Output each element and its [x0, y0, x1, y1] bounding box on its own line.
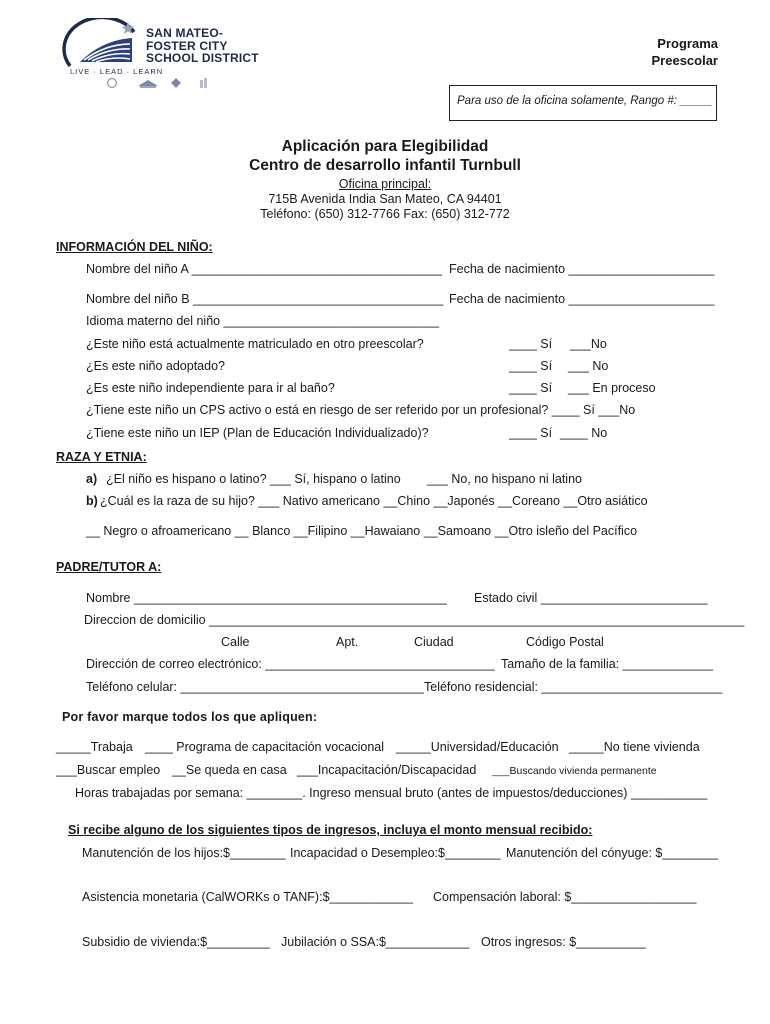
parent-section-heading: PADRE/TUTOR A:	[56, 560, 162, 574]
form-subtitle: Centro de desarrollo infantil Turnbull	[249, 157, 521, 174]
address-sub-apt: Apt.	[336, 635, 359, 649]
race-section-heading: RAZA Y ETNIA:	[56, 450, 147, 464]
income-section-heading: Si recibe alguno de los siguientes tipos de ingresos, incluya el monto mensual recibido:	[68, 823, 593, 837]
other-income-field[interactable]: Otros ingresos: $__________	[481, 935, 646, 949]
bathroom-question: ¿Es este niño independiente para ir al baño?	[86, 381, 335, 395]
program-label	[652, 36, 719, 68]
housing-subsidy-field[interactable]: Subsidio de vivienda:$_________	[82, 935, 270, 949]
native-language-field[interactable]: Idioma materno del niño _______________________________	[86, 314, 440, 328]
address-sub-zip: Código Postal	[526, 635, 604, 649]
job-search-option[interactable]: ___Buscar empleo	[56, 763, 161, 777]
vocational-training-option[interactable]: ____ Programa de capacitación vocacional	[145, 740, 385, 754]
form-title: Aplicación para Elegibilidad	[281, 138, 489, 155]
district-name-line2: FOSTER CITY	[146, 38, 228, 53]
parent-name-field[interactable]: Nombre _____________________________________________	[86, 591, 447, 605]
workers-comp-field[interactable]: Compensación laboral: $__________________	[433, 890, 697, 904]
adopted-yes-option[interactable]: ____ Sí	[509, 359, 553, 373]
race-options-line2[interactable]: __ Negro o afroamericano __ Blanco __Filipino __Hawaiano __Samoano __Otro isleño del Pacífico	[86, 524, 638, 538]
district-motto: LIVE · LEAD · LEARN	[70, 67, 164, 76]
adopted-no-option[interactable]: ___ No	[568, 359, 609, 373]
district-name	[146, 27, 259, 65]
spousal-support-field[interactable]: Manutención del cónyuge: $________	[506, 846, 718, 860]
unemployment-field[interactable]: Incapacidad o Desempleo:$________	[290, 846, 501, 860]
district-name-line3: SCHOOL DISTRICT	[146, 51, 259, 65]
family-size-field[interactable]: Tamaño de la familia: _____________	[501, 657, 713, 671]
bathroom-in-process-option[interactable]: ___ En proceso	[568, 381, 656, 395]
disability-option[interactable]: ___Incapacitación/Discapacidad	[297, 763, 477, 777]
housing-search-option[interactable]: ___Buscando vivienda permanente	[492, 765, 657, 777]
email-field[interactable]: Dirección de correo electrónico: _________________________________	[86, 657, 495, 671]
child-a-name-field[interactable]: Nombre del niño A ____________________________________	[86, 262, 442, 276]
office-use-box: Para uso de la oficina solamente, Rango #: _____	[449, 85, 717, 121]
enrolled-yes-option[interactable]: ____ Sí	[509, 337, 553, 351]
enrolled-no-option[interactable]: ___No	[570, 337, 607, 351]
program-line1: Programa	[657, 36, 718, 51]
office-label: Oficina principal:	[338, 177, 432, 191]
child-b-dob-field[interactable]: Fecha de nacimiento _____________________	[449, 292, 715, 306]
iep-question: ¿Tiene este niño un IEP (Plan de Educación Individualizado)?	[86, 426, 429, 440]
adopted-question: ¿Es este niño adoptado?	[86, 359, 225, 373]
race-options-line1[interactable]: ¿Cuál es la raza de su hijo? ___ Nativo americano __Chino __Japonés __Coreano __Otro asiático	[100, 494, 648, 508]
university-option[interactable]: _____Universidad/Educación	[396, 740, 559, 754]
cps-question[interactable]: ¿Tiene este niño un CPS activo o está en riesgo de ser referido por un profesional? ____ Sí ___No	[86, 403, 636, 417]
iep-no-option[interactable]: ____ No	[560, 426, 608, 440]
child-a-dob-field[interactable]: Fecha de nacimiento _____________________	[449, 262, 715, 276]
child-b-name-field[interactable]: Nombre del niño B ____________________________________	[86, 292, 444, 306]
marital-status-field[interactable]: Estado civil ________________________	[474, 591, 708, 605]
race-b-label: b)	[86, 494, 98, 508]
homeless-option[interactable]: _____No tiene vivienda	[569, 740, 700, 754]
office-address: 715B Avenida India San Mateo, CA 94401	[268, 192, 502, 206]
hours-income-field[interactable]: Horas trabajadas por semana: ________. Ingreso mensual bruto (antes de impuestos/deducciones) ___________	[75, 786, 708, 800]
office-phone: Teléfono: (650) 312-7766 Fax: (650) 312-772	[260, 207, 510, 221]
district-logo-mark	[62, 18, 148, 74]
home-phone-field[interactable]: Teléfono residencial: __________________________	[424, 680, 723, 694]
district-name-line1: SAN MATEO-	[146, 26, 224, 40]
cell-phone-field[interactable]: Teléfono celular: ___________________________________	[86, 680, 424, 694]
home-address-field[interactable]: Direccion de domicilio _____________________________________________________________________________	[84, 613, 745, 627]
child-support-field[interactable]: Manutención de los hijos:$________	[82, 846, 286, 860]
race-a-label: a)	[86, 472, 98, 486]
enrolled-question: ¿Este niño está actualmente matriculado en otro preescolar?	[86, 337, 424, 351]
calworks-field[interactable]: Asistencia monetaria (CalWORKs o TANF):$____________	[82, 890, 413, 904]
address-sub-city: Ciudad	[414, 635, 454, 649]
hispanic-question[interactable]: ¿El niño es hispano o latino? ___ Sí, hispano o latino	[106, 472, 401, 486]
school-icons	[104, 76, 214, 90]
iep-yes-option[interactable]: ____ Sí	[509, 426, 553, 440]
not-hispanic-option[interactable]: ___ No, no hispano ni latino	[427, 472, 582, 486]
child-section-heading: INFORMACIÓN DEL NIÑO:	[56, 240, 213, 254]
ssa-field[interactable]: Jubilación o SSA:$____________	[281, 935, 470, 949]
address-sub-street: Calle	[221, 635, 250, 649]
bathroom-yes-option[interactable]: ____ Sí	[509, 381, 553, 395]
works-option[interactable]: _____Trabaja	[56, 740, 133, 754]
stays-home-option[interactable]: __Se queda en casa	[172, 763, 287, 777]
program-line2: Preescolar	[651, 53, 718, 68]
apply-section-heading: Por favor marque todos los que apliquen:	[62, 710, 318, 724]
